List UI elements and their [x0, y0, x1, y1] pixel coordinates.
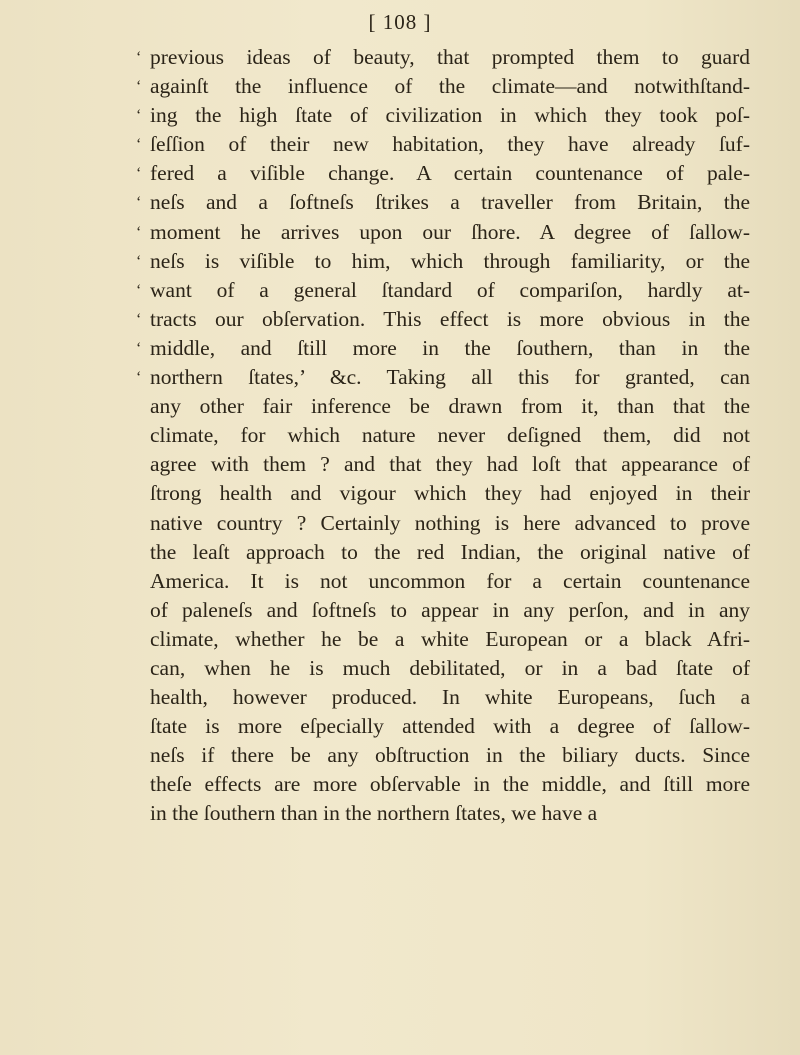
line-text: neſs and a ſoftneſs ſtrikes a traveller from Britain, the: [150, 190, 750, 215]
line-text: fered a viſible change. A certain countenance of pale-: [150, 161, 750, 186]
line-text: neſs is viſible to him, which through familiarity, or the: [150, 248, 750, 273]
line-text: moment he arrives upon our ſhore. A degree of ſallow-: [150, 219, 750, 244]
text-line: [136, 43, 750, 72]
text-line: [136, 363, 750, 392]
quote-mark: ‘: [136, 252, 142, 270]
text-line: theſe effects are more obſervable in the middle, and ſtill more: [150, 772, 750, 797]
line-text: want of a general ſtandard of compariſon, hardly at-: [150, 277, 750, 302]
quote-mark: ‘: [136, 369, 142, 387]
line-text: againſt the influence of the climate—and notwithſtand-: [150, 74, 750, 99]
quote-mark: ‘: [136, 78, 142, 96]
text-line: [136, 130, 750, 159]
quote-mark: ‘: [136, 339, 142, 357]
text-line: [136, 334, 750, 363]
text-line: climate, for which nature never deſigned them, did not: [150, 423, 750, 448]
text-line: [136, 159, 750, 188]
text-line: the leaſt approach to the red Indian, the original native of: [150, 539, 750, 564]
text-line: health, however produced. In white Europeans, ſuch a: [150, 685, 750, 710]
quote-mark: ‘: [136, 194, 142, 212]
text-line: can, when he is much debilitated, or in a bad ſtate of: [150, 655, 750, 680]
text-line: [136, 276, 750, 305]
line-text: tracts our obſervation. This effect is more obvious in the: [150, 306, 750, 331]
quote-mark: ‘: [136, 165, 142, 183]
quote-mark: ‘: [136, 49, 142, 66]
line-text: ing the high ſtate of civilization in which they took poſ-: [150, 103, 750, 128]
text-line: [136, 247, 750, 276]
text-line: of paleneſs and ſoftneſs to appear in any perſon, and in any: [150, 597, 750, 622]
quote-mark: ‘: [136, 281, 142, 299]
text-line: [136, 101, 750, 130]
text-line: neſs if there be any obſtruction in the biliary ducts. Since: [150, 743, 750, 768]
text-line: any other fair inference be drawn from it, than that the: [150, 394, 750, 419]
page-number-header: [ 108 ]: [368, 10, 432, 34]
text-line: America. It is not uncommon for a certain countenance: [150, 568, 750, 593]
line-text: previous ideas of beauty, that prompted them to guard: [150, 45, 750, 69]
line-text: ſeſſion of their new habitation, they have already ſuf-: [150, 132, 750, 157]
body-text: [136, 43, 750, 829]
text-line: climate, whether he be a white European or a black Afri-: [150, 626, 750, 651]
text-line: agree with them ? and that they had loſt that appearance of: [150, 452, 750, 477]
text-line: [136, 305, 750, 334]
line-text: middle, and ſtill more in the ſouthern, than in the: [150, 335, 750, 360]
text-line: ſtrong health and vigour which they had enjoyed in their: [150, 481, 750, 506]
text-line: in the ſouthern than in the northern ſtates, we have a: [150, 801, 598, 826]
text-line: [136, 188, 750, 217]
text-line: ſtate is more eſpecially attended with a degree of ſallow-: [150, 714, 750, 739]
text-line: native country ? Certainly nothing is here advanced to prove: [150, 510, 750, 535]
quote-mark: ‘: [136, 107, 142, 125]
text-line: [136, 218, 750, 247]
quote-mark: ‘: [136, 136, 142, 154]
line-text: northern ſtates,’ &c. Taking all this for granted, can: [150, 365, 750, 390]
quote-mark: ‘: [136, 223, 142, 241]
text-line: [136, 72, 750, 101]
quote-mark: ‘: [136, 310, 142, 328]
